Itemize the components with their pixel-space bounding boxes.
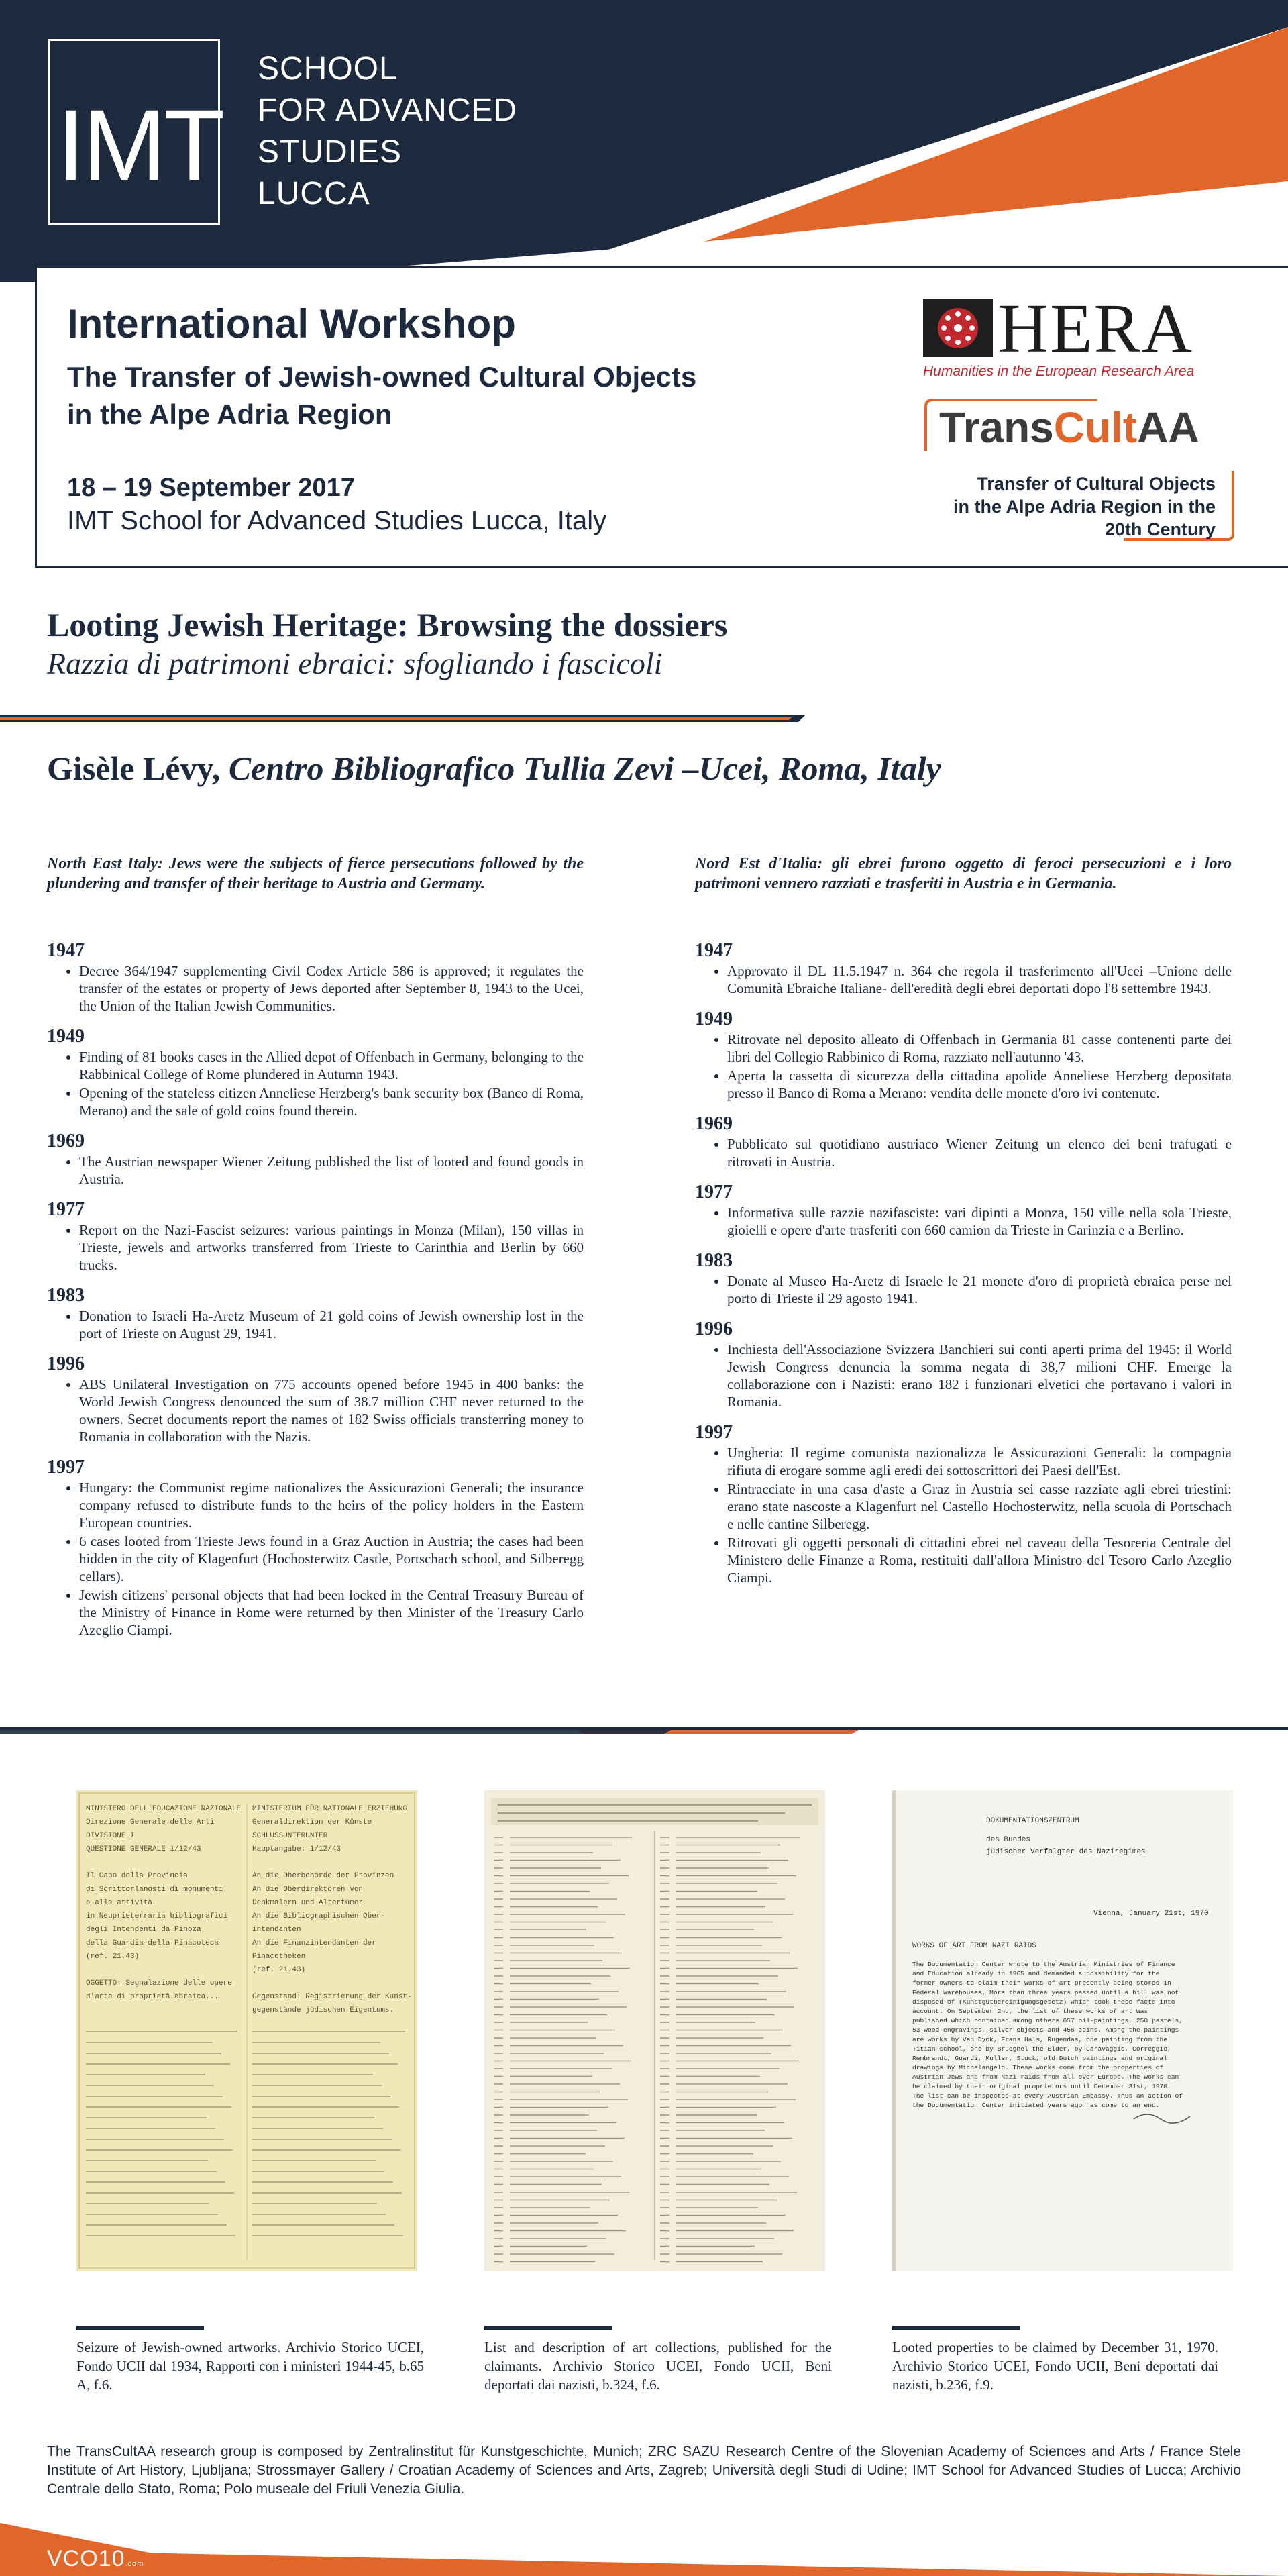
timeline-event: • Informativa sulle razzie nazifasciste: vari dipinti a Monza, 150 ville nella sola Trieste, gioielli e opere d'arte trasferiti con 660 camion da Trieste in Carinzia e a Berlino. (727, 1204, 1232, 1239)
timeline-event: • Hungary: the Communist regime nationalizes the Assicurazioni Generali; the insurance company refused to distribute funds to the heirs of the policy holders in the Eastern European countries. (79, 1479, 584, 1531)
timeline-events (47, 1221, 584, 1274)
archive-document-image (484, 1790, 825, 2271)
document-text-line: Austrian Jews and from Nazi raids from all over Europe. The works can (912, 2073, 1179, 2081)
transcultaa-description-line: 20th Century (1104, 519, 1216, 539)
document-text-line: be claimed by their original proprietors until December 31st, 1970. (912, 2083, 1171, 2090)
timeline-year: 1997 (695, 1422, 733, 1443)
document-text-line: and Education already in 1965 and demanded a possibility for the (912, 1970, 1160, 1977)
transcultaa-description-line: Transfer of Cultural Objects (977, 474, 1216, 494)
timeline-events (695, 1204, 1232, 1239)
timeline-event: • Pubblicato sul quotidiano austriaco Wiener Zeitung un elenco dei beni trafugati e ritrovati in Austria. (727, 1135, 1232, 1170)
document-text-line: the Documentation Center initiated years ago has come to an end. (912, 2102, 1160, 2109)
author-line (47, 749, 941, 788)
workshop-subtitle: in the Alpe Adria Region (67, 399, 392, 430)
transcultaa-logo-part: AA (1137, 403, 1199, 452)
document-text-line: gegenstände jüdischen Eigentums. (252, 2006, 394, 2014)
document-text-line: DIVISIONE I (86, 1832, 135, 1840)
section-divider (0, 1727, 1288, 1734)
document-text-line: Il Capo della Provincia (86, 1872, 188, 1880)
italian-intro: Nord Est d'Italia: gli ebrei furono oggetto di feroci persecuzioni e i loro patrimoni vennero razziati e trasferiti in Austria e in Germania. (695, 855, 1232, 892)
document-letterhead: des Bundes (986, 1836, 1031, 1844)
credits: The TransCultAA research group is composed by Zentralinstitut für Kunstgeschichte, Munich; ZRC SAZU Research Centre of the Slovenian Academy of Sciences and Arts / France Stele Institute of Art History, Ljubljana; Strossmayer Gallery / Croatian Academy of Sciences and Arts, Zagreb; Università degli Studi di Udine; IMT School for Advanced Studies of Lucca; Archivio Centrale dello Stato, Roma; Polo museale del Friuli Venezia Giulia. (47, 2444, 1241, 2497)
school-line: LUCCA (258, 176, 370, 211)
imt-logo-text: IMT (57, 89, 223, 201)
document-letterhead: jüdischer Verfolgter des Naziregimes (986, 1848, 1146, 1856)
timeline-events (47, 1376, 584, 1445)
timeline-event: • Ungheria: Il regime comunista nazionalizza le Assicurazioni Generali: la compagnia rifiuta di erogare somme agli eredi dei sottoscrittori dei Paesi dell'Est. (727, 1444, 1232, 1479)
timeline-year: 1996 (47, 1353, 85, 1374)
document-letterhead: DOKUMENTATIONSZENTRUM (986, 1817, 1079, 1825)
document-text-line: d'arte di proprietà ebraica... (86, 1993, 219, 2001)
document-text-line: account. On September 2nd, the list of these works of art was (912, 2008, 1148, 2015)
document-text-line: intendanten (252, 1926, 301, 1934)
document-text-line: The list can be inspected at every Austrian Embassy. Thus an action of (912, 2092, 1183, 2100)
timeline-year: 1947 (695, 940, 733, 961)
document-text-line: are works by Van Dyck, Frans Hals, Rugendas, one painting from the (912, 2036, 1167, 2043)
workshop-date: 18 – 19 September 2017 (67, 474, 355, 502)
document-text-line: della Guardia della Pinacoteca (86, 1939, 219, 1947)
document-text-line: Denkmalern und Altertümer (252, 1899, 364, 1907)
timeline-events (695, 962, 1232, 997)
timeline-events (695, 1341, 1232, 1410)
author-institution: Centro Bibliografico Tullia Zevi –Ucei, Roma, Italy (228, 750, 941, 787)
transcultaa-logo-part: Cult (1053, 403, 1138, 452)
hera-emblem-icon (923, 299, 993, 357)
document-text-line: Gegenstand: Registrierung der Kunst- (252, 1993, 412, 2001)
document-text-line: di Scrittorlanosti di monumenti (86, 1886, 223, 1894)
transcultaa-description (920, 472, 1216, 541)
transcultaa-logo-part: Trans (939, 403, 1054, 452)
timeline-year: 1997 (47, 1457, 85, 1478)
archive-document-image (76, 1790, 417, 2271)
timeline-event: • ABS Unilateral Investigation on 775 accounts opened before 1945 in 400 banks: the World Jewish Congress denounced the sum of 38.7 million CHF never returned to the owners. Secret documents report the names of 182 Swiss officials transferring money to Romania in collaboration with the Nazis. (79, 1376, 584, 1445)
timeline-events (695, 1444, 1232, 1586)
timeline-event: • Inchiesta dell'Associazione Svizzera Banchieri sui conti aperti prima del 1945: il World Jewish Congress denuncia la somma negata di 38,7 milioni CHF. Emerge la collaborazione con i Nazisti: erano 182 i funzionari elvetici che portavano i valori in Romania. (727, 1341, 1232, 1410)
timeline-event: • Report on the Nazi-Fascist seizures: various paintings in Monza (Milan), 150 villas in Trieste, jewels and artworks transferred from Trieste to Carinthia and Berlin by 660 trucks. (79, 1221, 584, 1274)
timeline-event: • Jewish citizens' personal objects that had been locked in the Central Treasury Bureau of the Ministry of Finance in Rome were returned by then Minister of the Treasury Carlo Azeglio Ciampi. (79, 1586, 584, 1639)
timeline-event: • Donation to Israeli Ha-Aretz Museum of 21 gold coins of Jewish ownership lost in the port of Trieste on August 29, 1941. (79, 1307, 584, 1342)
document-caption: Looted properties to be claimed by December 31, 1970. Archivio Storico UCEI, Fondo UCII, Beni deportati dai nazisti, b.236, f.9. (892, 2339, 1218, 2393)
footer-logo-text: VCO10 (47, 2546, 125, 2571)
timeline-year: 1949 (47, 1026, 85, 1047)
timeline-event: • 6 cases looted from Trieste Jews found in a Graz Auction in Austria; the cases had been hidden in the city of Klagenfurt (Hochosterwitz Castle, Portschach school, and Silberegg cellars). (79, 1533, 584, 1585)
hera-logo-text: HERA (998, 290, 1194, 367)
timeline-year: 1969 (695, 1113, 733, 1134)
timeline-events (695, 1031, 1232, 1102)
document-text-line: (ref. 21.43) (86, 1953, 140, 1961)
timeline-year: 1983 (695, 1250, 733, 1271)
timeline-events (47, 1479, 584, 1639)
timeline-event: • Finding of 81 books cases in the Allied depot of Offenbach in Germany, belonging to the Rabbinical College of Rome plundered in Autumn 1943. (79, 1048, 584, 1083)
document-caption: List and description of art collections, published for the claimants. Archivio Storico UCEI, Fondo UCII, Beni deportati dai nazisti, b.324, f.6. (484, 2339, 832, 2393)
timeline-event: • Ritrovate nel deposito alleato di Offenbach in Germania 81 casse contenenti parte dei libri del Collegio Rabbinico di Roma, razziato nell'autunno '43. (727, 1031, 1232, 1066)
document-text-line: An die Oberbehörde der Provinzen (252, 1872, 394, 1880)
document-text-line: (ref. 21.43) (252, 1966, 306, 1974)
document-text-line: Pinacotheken (252, 1953, 306, 1961)
timeline-year: 1977 (695, 1182, 733, 1202)
english-column (47, 854, 584, 1640)
document-text-line: QUESTIONE GENERALE 1/12/43 (86, 1845, 201, 1853)
timeline-year: 1949 (695, 1009, 733, 1029)
italian-timeline (695, 942, 1232, 1586)
timeline-events (695, 1135, 1232, 1170)
hera-tagline: Humanities in the European Research Area (923, 364, 1195, 379)
document-text-line: An die Finanzintendanten der (252, 1939, 376, 1947)
document-text-line: 53 wood-engravings, silver objects and 456 coins. Among the paintings (912, 2026, 1179, 2034)
document-text-line: MINISTERO DELL'EDUCAZIONE NAZIONALE (86, 1805, 241, 1813)
imt-logo (48, 39, 223, 225)
school-line: FOR ADVANCED (258, 93, 518, 128)
document-text-line: former owners to claim their works of art presently being stored in (912, 1979, 1171, 1987)
timeline-event: • Approvato il DL 11.5.1947 n. 364 che regola il trasferimento all'Ucei –Unione delle Comunità Ebraiche Italiane- dell'eredità degli ebrei deportati dopo l'8 settembre 1943. (727, 962, 1232, 997)
document-text-line: SCHLUSSUNTERUNTER (252, 1832, 328, 1840)
timeline-event: • Ritrovati gli oggetti personali di cittadini ebrei nel caveau della Tesoreria Centrale del Ministero delle Finanze a Roma, restituiti dall'allora Ministro del Tesoro Carlo Azeglio Ciampi. (727, 1534, 1232, 1586)
footer-logo (47, 2546, 144, 2572)
document-text-line: drawings by Michelangelo. These works come from the properties of (912, 2064, 1164, 2071)
workshop-subtitle: The Transfer of Jewish-owned Cultural Objects (67, 361, 697, 393)
timeline-event: • Aperta la cassetta di sicurezza della cittadina apolide Anneliese Herzberg depositata presso il Banco di Roma a Merano: vendita delle monete d'oro ivi contenute. (727, 1067, 1232, 1102)
workshop-title: International Workshop (67, 301, 516, 346)
transcultaa-description-line: in the Alpe Adria Region in the (953, 497, 1216, 517)
document-text-line: disposed of (Kunstgutbereinigungsgesetz) which took these facts into (912, 1998, 1175, 2006)
italian-column (695, 854, 1232, 1588)
timeline-events (47, 1307, 584, 1342)
talk-title: Looting Jewish Heritage: Browsing the dossiers (47, 606, 728, 643)
document-text-line: Hauptangabe: 1/12/43 (252, 1845, 341, 1853)
section-divider (0, 715, 1288, 722)
timeline-event: • Opening of the stateless citizen Anneliese Herzberg's bank security box (Banco di Roma, Merano) and the sale of gold coins found therein. (79, 1084, 584, 1119)
document-subject: WORKS OF ART FROM NAZI RAIDS (912, 1942, 1036, 1950)
document-date: Vienna, January 21st, 1970 (1093, 1910, 1209, 1918)
document-text-line: An die Bibliographischen Ober- (252, 1912, 386, 1920)
school-name (258, 48, 517, 215)
document-text-line: in Neuprieterraria bibliografici (86, 1912, 228, 1920)
document-text-line: Titian-school, one by Brueghel the Elder, by Caravaggio, Correggio, (912, 2045, 1171, 2053)
author-name: Gisèle Lévy, (47, 750, 221, 787)
school-line: SCHOOL (258, 51, 398, 87)
document-text-line: Generaldirektion der Künste (252, 1818, 372, 1826)
english-timeline (47, 942, 584, 1639)
talk-title-italian: Razzia di patrimoni ebraici: sfogliando i fascicoli (47, 646, 663, 680)
document-text-line: published which contained among others 657 oil-paintings, 250 pastels, (912, 2017, 1183, 2024)
archive-document-image (892, 1790, 1233, 2271)
timeline-events (47, 962, 584, 1015)
timeline-event: • Rintracciate in una casa d'aste a Graz in Austria sei casse razziate agli ebrei triestini: erano state nascoste a Klagenfurt nel Castello Hochosterwitz, nella scuola di Portschach e nelle cantine Silberegg. (727, 1480, 1232, 1533)
document-text-line: Direzione Generale delle Arti (86, 1818, 215, 1826)
document-text-line: degli Intendenti da Pinoza (86, 1926, 201, 1934)
english-intro: North East Italy: Jews were the subjects of fierce persecutions followed by the plundering and transfer of their heritage to Austria and Germany. (47, 855, 584, 892)
transcultaa-logo (939, 403, 1199, 452)
document-text-line: OGGETTO: Segnalazione delle opere (86, 1979, 232, 1988)
timeline-year: 1969 (47, 1131, 85, 1151)
timeline-year: 1977 (47, 1199, 85, 1220)
document-text-line: Rembrandt, Guardi, Muller, Stuck, old Dutch paintings and original (912, 2055, 1167, 2062)
timeline-events (695, 1272, 1232, 1307)
workshop-venue: IMT School for Advanced Studies Lucca, Italy (67, 506, 607, 535)
document-text-line: An die Oberdirektoren von (252, 1886, 364, 1894)
document-caption: Seizure of Jewish-owned artworks. Archivio Storico UCEI, Fondo UCII dal 1934, Rapporti con i ministeri 1944-45, b.65 A, f.6. (76, 2339, 424, 2393)
caption-bar (484, 2326, 612, 2330)
document-text-line: MINISTERIUM FÜR NATIONALE ERZIEHUNG (252, 1805, 408, 1813)
timeline-year: 1947 (47, 940, 85, 961)
school-line: STUDIES (258, 134, 402, 170)
timeline-year: 1996 (695, 1319, 733, 1339)
caption-bar (76, 2326, 204, 2330)
timeline-event: • The Austrian newspaper Wiener Zeitung published the list of looted and found goods in Austria. (79, 1153, 584, 1188)
timeline-event: • Decree 364/1947 supplementing Civil Codex Article 586 is approved; it regulates the transfer of the estates or property of Jews deported after September 8, 1943 to the Ucei, the Union of the Italian Jewish Communities. (79, 962, 584, 1015)
document-text-line: The Documentation Center wrote to the Austrian Ministries of Finance (912, 1961, 1175, 1968)
timeline-events (47, 1153, 584, 1188)
caption-bar (892, 2326, 1020, 2330)
document-text-line: Federal warehouses. More than three years passed until a bill was not (912, 1989, 1179, 1996)
timeline-year: 1983 (47, 1285, 85, 1306)
document-text-line: e alle attività (86, 1899, 153, 1907)
timeline-events (47, 1048, 584, 1119)
footer-background (0, 2523, 1288, 2576)
footer-logo-suffix: .com (125, 2560, 144, 2568)
timeline-event: • Donate al Museo Ha-Aretz di Israele le 21 monete d'oro di proprietà ebraica perse nel porto di Trieste il 29 agosto 1941. (727, 1272, 1232, 1307)
